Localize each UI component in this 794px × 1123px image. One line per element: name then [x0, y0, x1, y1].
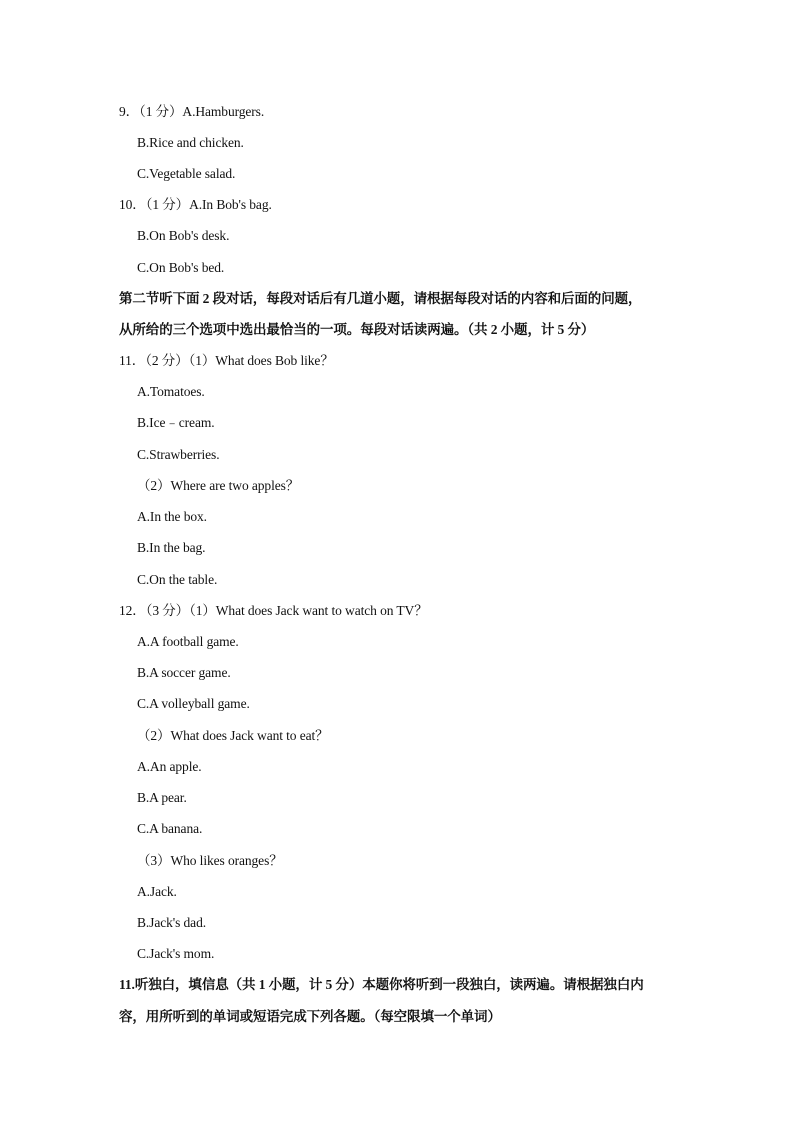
- q12-1-option-a: A.A football game.: [137, 634, 239, 649]
- q9-option-a: 9．（1 分）A.Hamburgers.: [119, 104, 265, 119]
- q12-3-option-b: B.Jack's dad.: [137, 915, 206, 930]
- q12-1-option-c: C.A volleyball game.: [137, 696, 250, 711]
- q11-1-option-c: C.Strawberries.: [137, 447, 220, 462]
- q9-option-c: C.Vegetable salad.: [137, 166, 236, 181]
- q12-question-1: 12．（3 分）（1）What does Jack want to watch on TV？: [119, 603, 428, 618]
- q12-3-option-c: C.Jack's mom.: [137, 946, 215, 961]
- section3-instructions-line1: 11.听独白，填信息（共 1 小题，计 5 分）本题你将听到一段独白，读两遍。请根据独白内: [119, 977, 644, 992]
- q12-3-option-a: A.Jack.: [137, 884, 177, 899]
- q11-2-option-b: B.In the bag.: [137, 540, 206, 555]
- q11-1-option-a: A.Tomatoes.: [137, 384, 205, 399]
- q12-2-option-a: A.An apple.: [137, 759, 202, 774]
- q12-question-2: （2）What does Jack want to eat？: [137, 728, 329, 743]
- q11-1-option-b: B.Ice﹣cream.: [137, 415, 215, 430]
- q12-2-option-b: B.A pear.: [137, 790, 187, 805]
- q11-2-option-c: C.On the table.: [137, 572, 218, 587]
- section3-instructions-line2: 容，用所听到的单词或短语完成下列各题。（每空限填一个单词）: [119, 1009, 501, 1024]
- q9-option-b: B.Rice and chicken.: [137, 135, 244, 150]
- q10-option-c: C.On Bob's bed.: [137, 260, 225, 275]
- q12-1-option-b: B.A soccer game.: [137, 665, 231, 680]
- q10-option-b: B.On Bob's desk.: [137, 228, 230, 243]
- q12-question-3: （3）Who likes oranges？: [137, 853, 283, 868]
- q11-question-2: （2）Where are two apples？: [137, 478, 300, 493]
- q12-2-option-c: C.A banana.: [137, 821, 203, 836]
- section2-instructions-line1: 第二节听下面 2 段对话，每段对话后有几道小题，请根据每段对话的内容和后面的问题，: [119, 291, 642, 306]
- q10-option-a: 10．（1 分）A.In Bob's bag.: [119, 197, 272, 212]
- section2-instructions-line2: 从所给的三个选项中选出最恰当的一项。每段对话读两遍。（共 2 小题，计 5 分）: [119, 322, 595, 337]
- q11-question-1: 11．（2 分）（1）What does Bob like？: [119, 353, 334, 368]
- q11-2-option-a: A.In the box.: [137, 509, 207, 524]
